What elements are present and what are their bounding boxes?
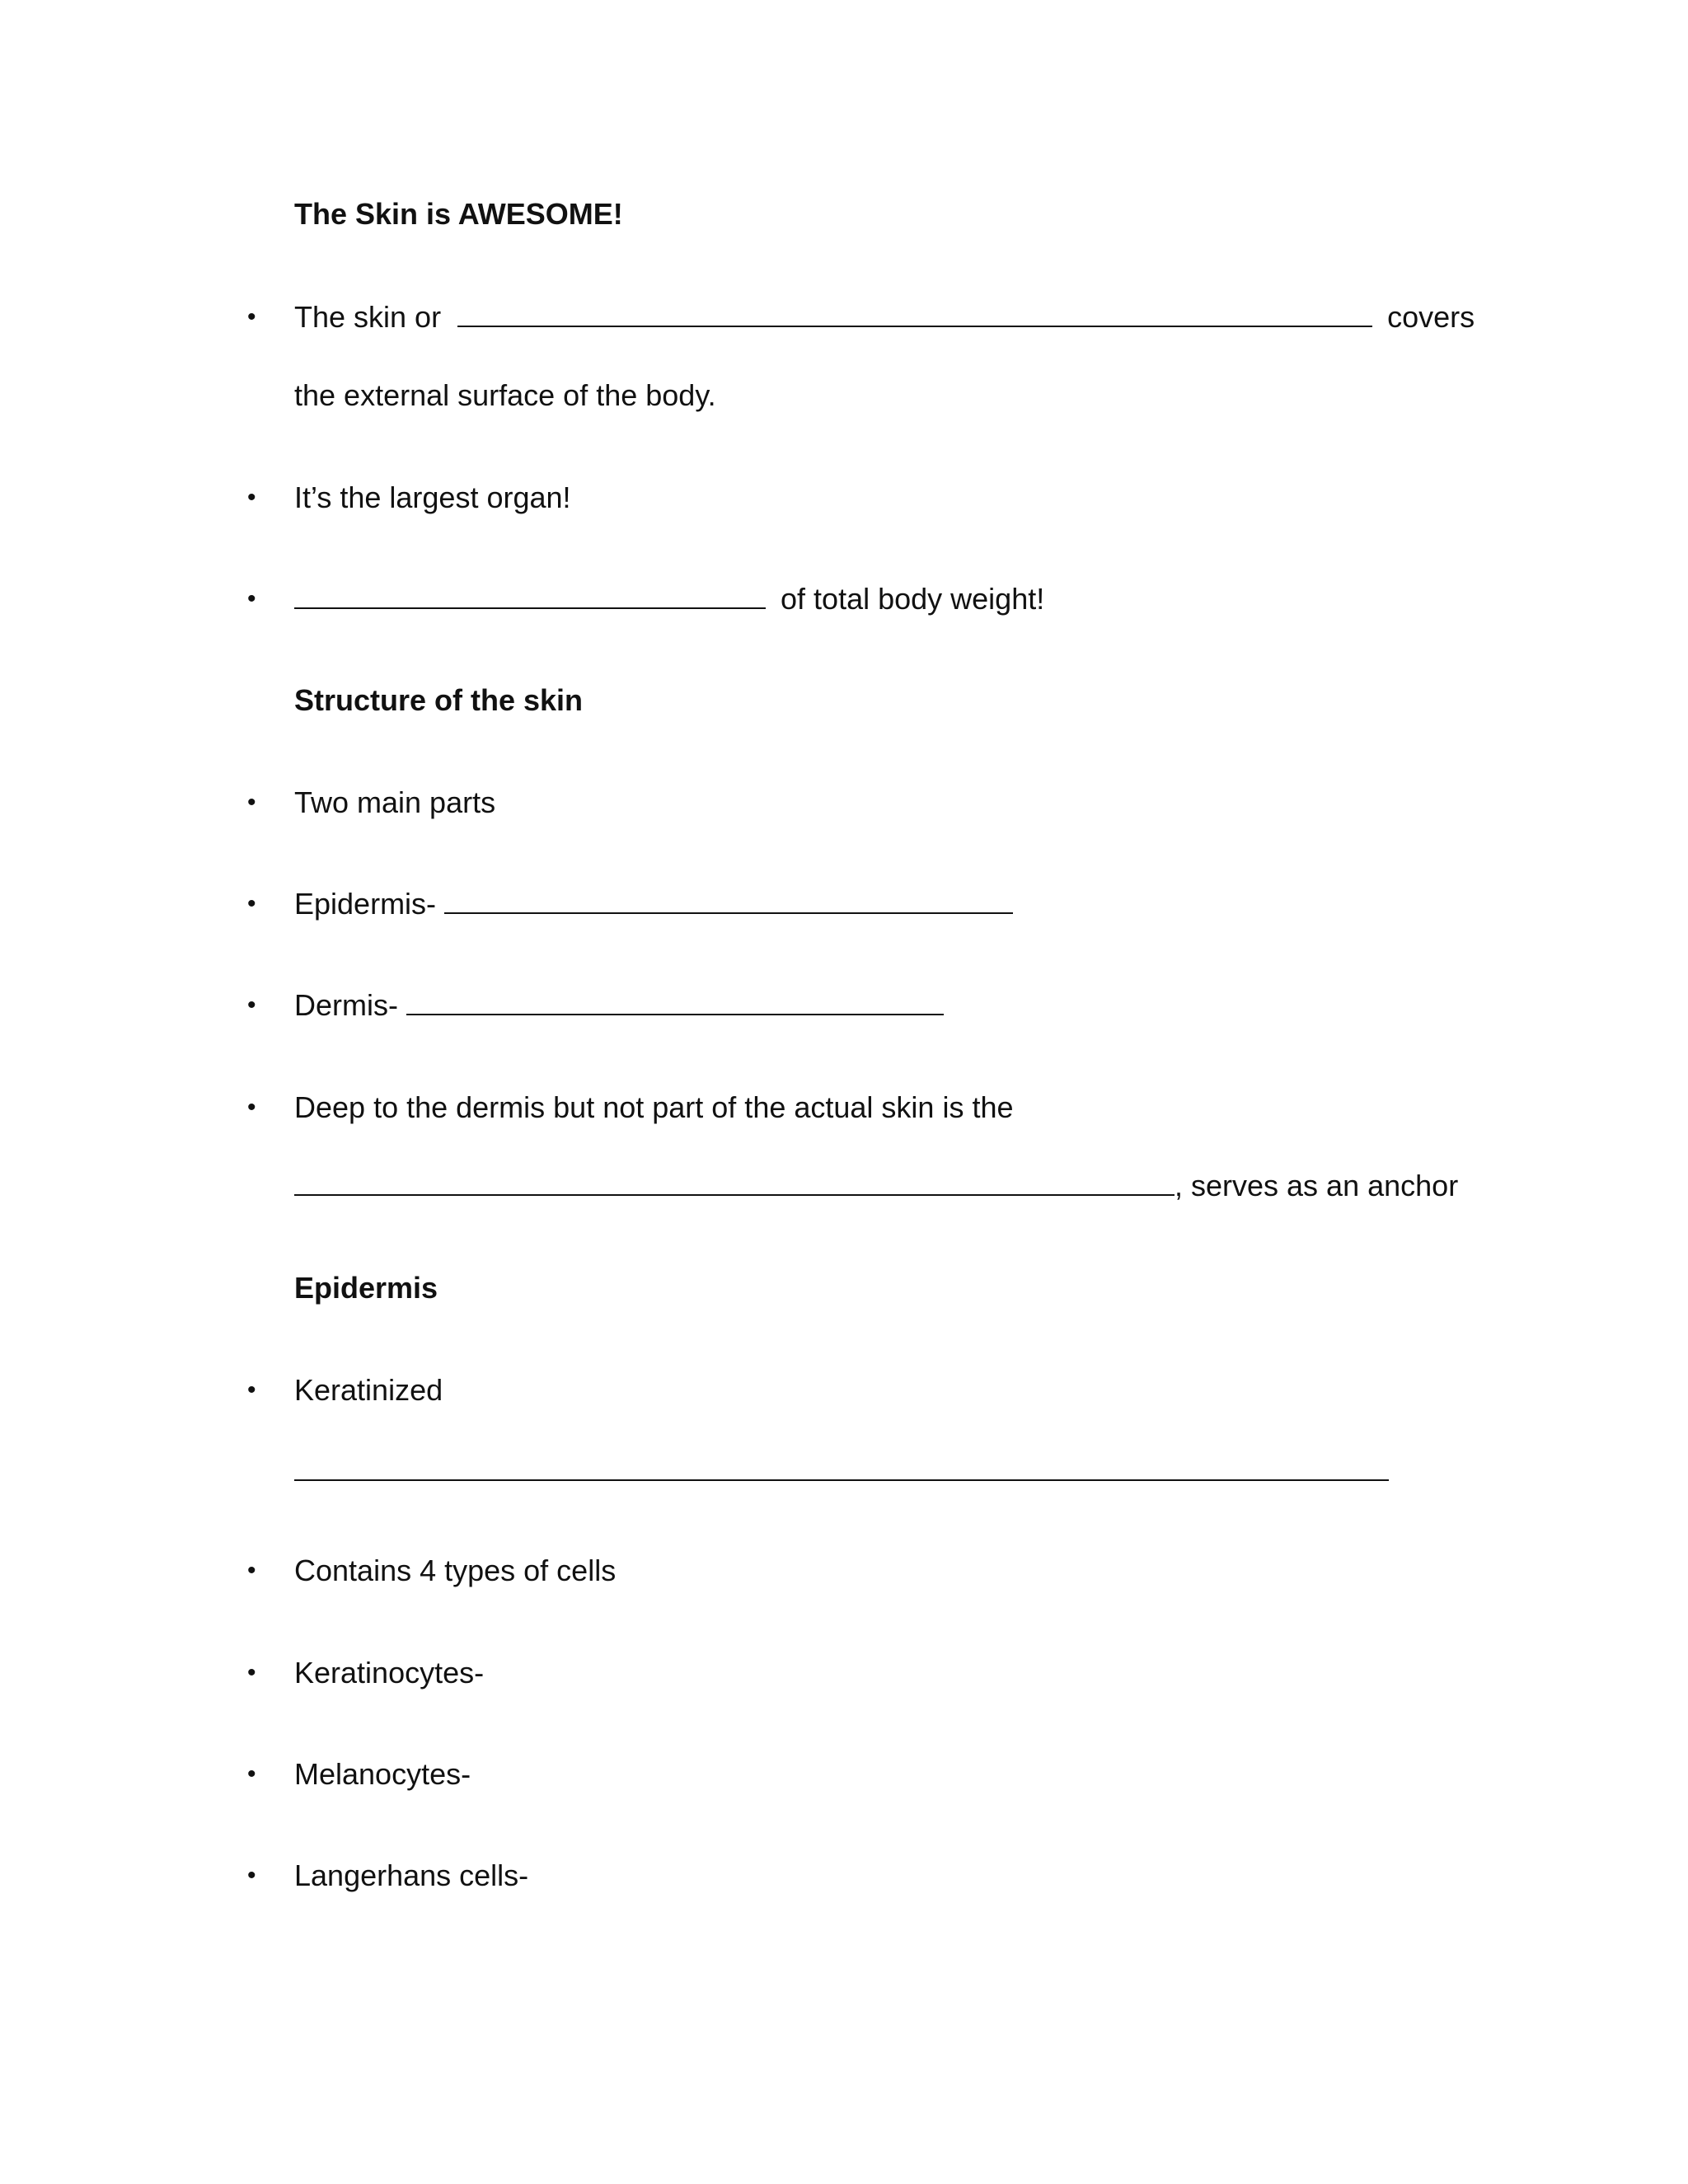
list-item-deep-dermis — [247, 1088, 1014, 1127]
list-item-anchor-line — [294, 1166, 1458, 1206]
fill-in-blank[interactable] — [457, 298, 1372, 327]
item-text: Dermis- — [294, 988, 398, 1022]
list-item-largest-organ — [247, 478, 571, 518]
bullet-icon: • — [247, 484, 256, 511]
fill-in-blank[interactable] — [294, 1166, 1175, 1196]
bullet-icon: • — [247, 1094, 256, 1121]
item-text: Contains 4 types of cells — [294, 1554, 617, 1587]
list-item-body-weight — [247, 579, 1045, 619]
list-item-skin-covers — [247, 298, 1475, 337]
item-text: Keratinocytes- — [294, 1656, 485, 1690]
item-text: It’s the largest organ! — [294, 480, 571, 514]
list-item-cell-types — [247, 1551, 617, 1591]
section-title-structure: Structure of the skin — [294, 683, 584, 717]
bullet-icon: • — [247, 1862, 256, 1889]
item-text: Epidermis- — [294, 887, 437, 921]
bullet-icon: • — [247, 585, 256, 612]
list-item-epidermis — [247, 884, 1013, 924]
bullet-icon: • — [247, 303, 256, 330]
item-text: Deep to the dermis but not part of the actual skin is the — [294, 1090, 1014, 1124]
bullet-icon: • — [247, 1557, 256, 1584]
section-title-epidermis: Epidermis — [294, 1271, 438, 1305]
bullet-icon: • — [247, 991, 256, 1019]
list-item-dermis — [247, 986, 944, 1025]
item-text: The skin or — [294, 300, 442, 334]
bullet-icon: • — [247, 789, 256, 816]
item-text: Melanocytes- — [294, 1757, 471, 1791]
item-text: Two main parts — [294, 785, 496, 819]
item-text: of total body weight! — [781, 582, 1045, 616]
list-item-keratinocytes — [247, 1653, 485, 1693]
list-item-two-parts — [247, 783, 496, 823]
list-item-langerhans — [247, 1856, 529, 1896]
item-text: Keratinized — [294, 1373, 443, 1407]
item-text: , serves as an anchor — [1175, 1169, 1459, 1202]
bullet-icon: • — [247, 1659, 256, 1686]
bullet-icon: • — [247, 1376, 256, 1404]
list-item-melanocytes — [247, 1755, 471, 1794]
section-title-skin-awesome: The Skin is AWESOME! — [294, 197, 623, 231]
list-item-keratinized — [247, 1371, 443, 1410]
bullet-icon: • — [247, 1760, 256, 1788]
fill-in-blank[interactable] — [406, 986, 944, 1015]
bullet-icon: • — [247, 890, 256, 917]
list-item-continuation: the external surface of the body. — [294, 378, 716, 412]
fill-in-blank[interactable] — [444, 884, 1013, 914]
item-text: Langerhans cells- — [294, 1858, 529, 1892]
fill-in-blank-line[interactable] — [294, 1478, 1389, 1481]
item-text: covers — [1387, 300, 1475, 334]
fill-in-blank[interactable] — [294, 579, 766, 609]
